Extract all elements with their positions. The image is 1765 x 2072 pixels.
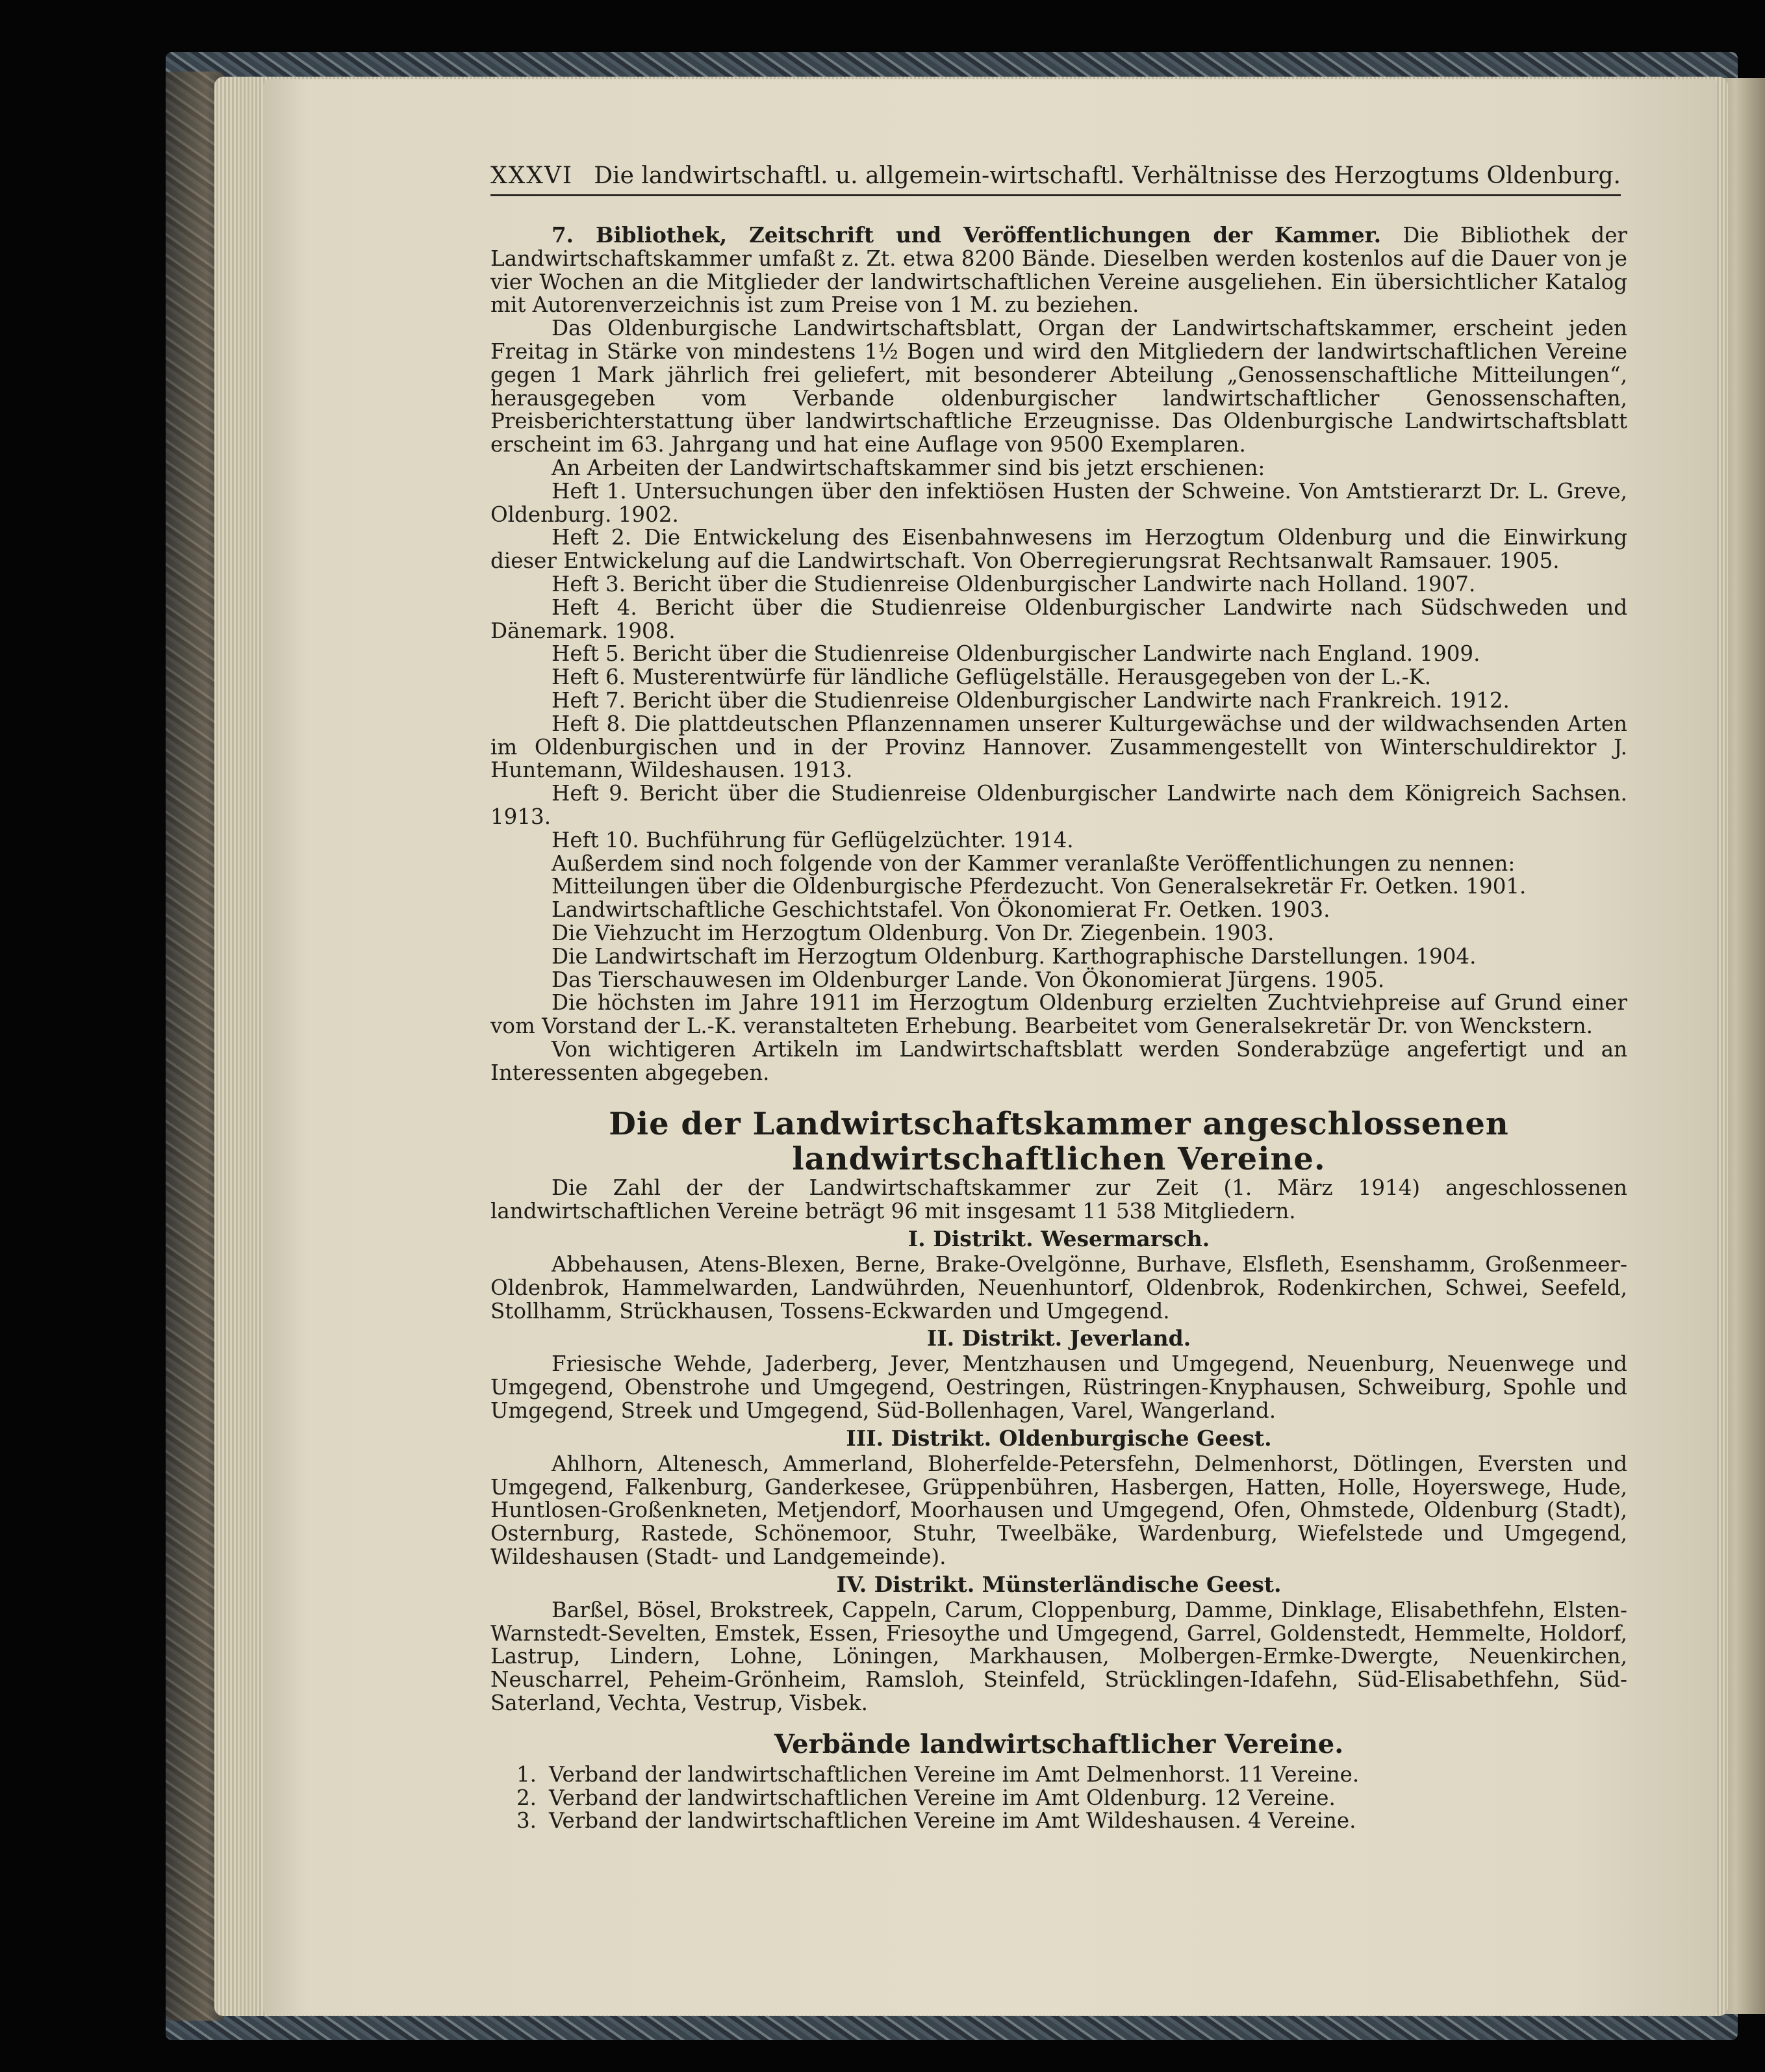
publication-4: Die Landwirtschaft im Herzogtum Oldenburg. Karthographische Darstellungen. 1904. xyxy=(552,943,1477,969)
section7-p5: Die höchsten im Jahre 1911 im Herzogtum Oldenburg erzielten Zuchtviehpreise auf Grund einer vom Vorstand der L.-K. veranstalteten Erhebung. Bearbeitet vom Generalsekretär Dr. von Wenckstern. xyxy=(490,990,1627,1039)
section7-heading: 7. Bibliothek, Zeitschrift und Veröffentlichungen der Kammer. xyxy=(552,222,1382,248)
publication-1: Mitteilungen über die Oldenburgische Pferdezucht. Von Generalsekretär Fr. Oetken. 1901. xyxy=(552,874,1527,899)
verband-2-text: Verband der landwirtschaftlichen Vereine im Amt Oldenburg. 12 Vereine. xyxy=(549,1785,1336,1810)
publication-2: Landwirtschaftliche Geschichtstafel. Von Ökonomierat Fr. Oetken. 1903. xyxy=(552,897,1330,923)
heft-8: Heft 8. Die plattdeutschen Pflanzennamen unserer Kulturgewächse und der wildwachsenden Arten im Oldenburgischen und in der Provinz Hannover. Zusammengestellt von Winterschuldirektor J. Huntemann, Wildeshausen. 1913. xyxy=(490,711,1627,783)
district-3-title: III. Distrikt. Oldenburgische Geest. xyxy=(846,1425,1272,1451)
district-4-text: Barßel, Bösel, Brokstreek, Cappeln, Carum, Cloppenburg, Damme, Dinklage, Elisabethfehn, Elsten-Warnstedt-Sevelten, Emstek, Essen, Friesoythe und Umgegend, Garrel, Goldenstedt, Hemmelte, Holdorf, Lastrup, Lindern, Lohne, Löningen, Markhausen, Molbergen-Ermke-Dwergte, Neuenkirchen, Neuscharrel, Peheim-Grönheim, Ramsloh, Steinfeld, Strücklingen-Idafehn, Süd-Elisabethfehn, Süd-Saterland, Vechta, Vestrup, Visbek. xyxy=(490,1597,1627,1716)
verbaende-title: Verbände landwirtschaftlicher Vereine. xyxy=(774,1728,1344,1759)
heft-4: Heft 4. Bericht über die Studienreise Oldenburgischer Landwirte nach Südschweden und Dänemark. 1908. xyxy=(490,595,1627,643)
district-1-text: Abbehausen, Atens-Blexen, Berne, Brake-Ovelgönne, Burhave, Elsfleth, Esenshamm, Großenmeer-Oldenbrok, Hammelwarden, Landwührden, Neuenhuntorf, Oldenbrok, Rodenkirchen, Schwei, Seefeld, Stollhamm, Strückhausen, Tossens-Eckwarden und Umgegend. xyxy=(490,1252,1627,1324)
district-2-title: II. Distrikt. Jeverland. xyxy=(926,1325,1191,1351)
vereine-intro: Die Zahl der der Landwirtschaftskammer zur Zeit (1. März 1914) angeschlossenen landwirtschaftlichen Vereine beträgt 96 mit insgesamt 11 538 Mitgliedern. xyxy=(490,1175,1627,1224)
verband-1-text: Verband der landwirtschaftlichen Vereine im Amt Delmenhorst. 11 Vereine. xyxy=(549,1761,1360,1787)
heft-3: Heft 3. Bericht über die Studienreise Oldenburgischer Landwirte nach Holland. 1907. xyxy=(552,571,1476,596)
page-content xyxy=(490,224,1627,1833)
heft-7: Heft 7. Bericht über die Studienreise Oldenburgischer Landwirte nach Frankreich. 1912. xyxy=(552,687,1510,713)
publication-3: Die Viehzucht im Herzogtum Oldenburg. Von Dr. Ziegenbein. 1903. xyxy=(552,920,1275,945)
heft-1: Heft 1. Untersuchungen über den infektiösen Husten der Schweine. Von Amtstierarzt Dr. L. Greve, Oldenburg. 1902. xyxy=(490,478,1627,527)
publication-5: Das Tierschauwesen im Oldenburger Lande. Von Ökonomierat Jürgens. 1905. xyxy=(552,967,1385,992)
vereine-title: Die der Landwirtschaftskammer angeschlossenen landwirtschaftlichen Vereine. xyxy=(609,1106,1509,1178)
section7-p4: Außerdem sind noch folgende von der Kammer veranlaßte Veröffentlichungen zu nennen: xyxy=(552,851,1516,876)
heft-6: Heft 6. Musterentwürfe für ländliche Geflügelställe. Herausgegeben von der L.-K. xyxy=(552,665,1432,690)
district-1-title: I. Distrikt. Wesermarsch. xyxy=(908,1226,1210,1252)
running-header xyxy=(490,160,1621,196)
verband-1 xyxy=(490,1763,1627,1787)
section7-p1: Die Bibliothek der Landwirtschaftskammer umfaßt z. Zt. etwa 8200 Bände. Dieselben werden kostenlos auf die Dauer von je vier Wochen an die Mitglieder der landwirtschaftlichen Vereine ausgeliehen. Ein übersichtlicher Katalog mit Autorenverzeichnis ist zum Preise von 1 M. zu beziehen. xyxy=(490,223,1627,318)
section7-p2: Das Oldenburgische Landwirtschaftsblatt, Organ der Landwirtschaftskammer, erscheint jeden Freitag in Stärke von mindestens 1½ Bogen und wird den Mitgliedern der landwirtschaftlichen Vereine gegen 1 Mark jährlich frei geliefert, mit besonderer Abteilung „Genossenschaftliche Mitteilungen“, herausgegeben vom Verbande oldenburgischer landwirtschaftlicher Genossenschaften, Preisberichterstattung über landwirtschaftliche Erzeugnisse. Das Oldenburgische Landwirtschaftsblatt erscheint im 63. Jahrgang und hat eine Auflage von 9500 Exemplaren. xyxy=(490,316,1627,457)
district-3-text: Ahlhorn, Altenesch, Ammerland, Bloherfelde-Petersfehn, Delmenhorst, Dötlingen, Eversten und Umgegend, Falkenburg, Ganderkesee, Grüppenbühren, Hasbergen, Hatten, Holle, Hoyerswege, Hude, Huntlosen-Großenkneten, Metjendorf, Moorhausen und Umgegend, Ofen, Ohmstede, Oldenburg (Stadt), Osternburg, Rastede, Schönemoor, Stuhr, Tweelbäke, Wardenburg, Wiefelstede und Umgegend, Wildeshausen (Stadt- und Landgemeinde). xyxy=(490,1451,1627,1570)
section7-p6: Von wichtigeren Artikeln im Landwirtschaftsblatt werden Sonderabzüge angefertigt und an Interessenten abgegeben. xyxy=(490,1036,1627,1085)
verband-3 xyxy=(490,1810,1627,1833)
verband-2-number: 2. xyxy=(516,1785,537,1810)
section7-p3: An Arbeiten der Landwirtschaftskammer sind bis jetzt erschienen: xyxy=(552,455,1265,480)
district-2-text: Friesische Wehde, Jaderberg, Jever, Mentzhausen und Umgegend, Neuenburg, Neuenwege und Umgegend, Obenstrohe und Umgegend, Oestringen, Rüstringen-Knyphausen, Schweiburg, Spohle und Umgegend, Streek und Umgegend, Süd-Bollenhagen, Varel, Wangerland. xyxy=(490,1351,1627,1424)
district-4-title: IV. Distrikt. Münsterländische Geest. xyxy=(836,1571,1282,1597)
book-page xyxy=(263,79,1717,2015)
running-title: Die landwirtschaftl. u. allgemein-wirtschaftl. Verhältnisse des Herzogtums Oldenburg. xyxy=(594,162,1621,189)
heft-10: Heft 10. Buchführung für Geflügelzüchter. 1914. xyxy=(552,827,1074,852)
verband-2 xyxy=(490,1787,1627,1810)
heft-5: Heft 5. Bericht über die Studienreise Oldenburgischer Landwirte nach England. 1909. xyxy=(552,641,1480,667)
verband-3-text: Verband der landwirtschaftlichen Vereine im Amt Wildeshausen. 4 Vereine. xyxy=(549,1808,1356,1834)
section7-paragraph-1 xyxy=(490,224,1627,317)
heft-2: Heft 2. Die Entwickelung des Eisenbahnwesens im Herzogtum Oldenburg und die Einwirkung dieser Entwickelung auf die Landwirtschaft. Von Oberregierungsrat Rechtsanwalt Ramsauer. 1905. xyxy=(490,525,1627,574)
page-number: XXXVI xyxy=(490,162,574,189)
heft-9: Heft 9. Bericht über die Studienreise Oldenburgischer Landwirte nach dem Königreich Sachsen. 1913. xyxy=(490,781,1627,829)
verband-1-number: 1. xyxy=(516,1761,537,1787)
verband-3-number: 3. xyxy=(516,1808,537,1834)
